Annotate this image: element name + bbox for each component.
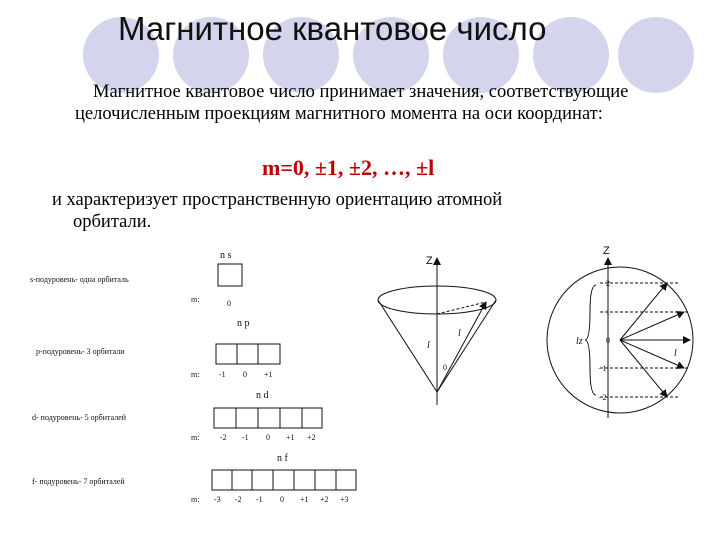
cone-origin-label: 0 bbox=[443, 363, 447, 372]
f-m-value-4: 0 bbox=[280, 495, 284, 504]
tick-minus-1: −1 bbox=[598, 364, 607, 373]
d-orbital-cells bbox=[214, 408, 322, 428]
f-m-value-3: -1 bbox=[256, 495, 263, 504]
d-m-label: m: bbox=[191, 433, 200, 442]
s-m-value: 0 bbox=[227, 299, 231, 308]
tick-1: 1 bbox=[606, 308, 610, 317]
p-m-value-2: 0 bbox=[243, 370, 247, 379]
f-m-value-2: -2 bbox=[235, 495, 242, 504]
f-sublevel-name: n f bbox=[277, 453, 288, 464]
cone-projection-label: l bbox=[427, 340, 430, 351]
d-m-value-5: +2 bbox=[307, 433, 316, 442]
tick-minus-2: −2 bbox=[598, 393, 607, 402]
description-text bbox=[52, 189, 692, 233]
diagrams bbox=[0, 240, 720, 540]
p-orbital-cells bbox=[216, 344, 280, 364]
circle-vector-label: l bbox=[674, 348, 677, 359]
s-orbital-cell bbox=[218, 264, 242, 286]
f-m-value-1: -3 bbox=[214, 495, 221, 504]
d-sublevel-label: d- подуровень- 5 орбиталей bbox=[32, 413, 127, 422]
p-m-value-3: +1 bbox=[264, 370, 273, 379]
cone-diagram bbox=[378, 255, 496, 405]
formula: m=0, ±1, ±2, …, ±l bbox=[262, 155, 435, 180]
d-m-value-1: -2 bbox=[220, 433, 227, 442]
d-m-value-2: -1 bbox=[242, 433, 249, 442]
p-m-label: m: bbox=[191, 370, 200, 379]
description-line-2: орбитали. bbox=[73, 212, 152, 232]
f-m-label: m: bbox=[191, 495, 200, 504]
f-orbital-cells bbox=[212, 470, 356, 490]
d-sublevel-name: n d bbox=[256, 390, 269, 401]
p-sublevel-name: n p bbox=[237, 318, 250, 329]
f-m-value-6: +2 bbox=[320, 495, 329, 504]
d-m-value-4: +1 bbox=[286, 433, 295, 442]
p-sublevel-label: р-подуровень- 3 орбитали bbox=[36, 347, 125, 356]
circle-projection-label: lz bbox=[576, 336, 583, 347]
f-sublevel-label: f- подуровень- 7 орбиталей bbox=[32, 477, 125, 486]
d-m-value-3: 0 bbox=[266, 433, 270, 442]
tick-0: 0 bbox=[606, 336, 610, 345]
s-m-label: m: bbox=[191, 295, 200, 304]
s-sublevel-name: n s bbox=[220, 250, 232, 261]
s-sublevel-label: s-подуровень- одна орбиталь bbox=[30, 275, 129, 284]
description-line-1: и характеризует пространственную ориентацию атомной bbox=[52, 190, 503, 210]
p-m-value-1: -1 bbox=[219, 370, 226, 379]
circle-z-label: Z bbox=[603, 245, 610, 257]
f-m-value-7: +3 bbox=[340, 495, 349, 504]
circle-diagram bbox=[547, 245, 693, 418]
page-title: Магнитное квантовое число bbox=[118, 10, 547, 47]
f-m-value-5: +1 bbox=[300, 495, 309, 504]
cone-vector-label: l bbox=[458, 328, 461, 339]
cone-z-label: Z bbox=[426, 255, 433, 267]
orbital-diagrams bbox=[30, 250, 356, 504]
definition-text: Магнитное квантовое число принимает значения, соответствующие целочисленным проекциям магнитного момента на оси координат: bbox=[75, 82, 629, 124]
tick-2: 2 bbox=[606, 279, 610, 288]
